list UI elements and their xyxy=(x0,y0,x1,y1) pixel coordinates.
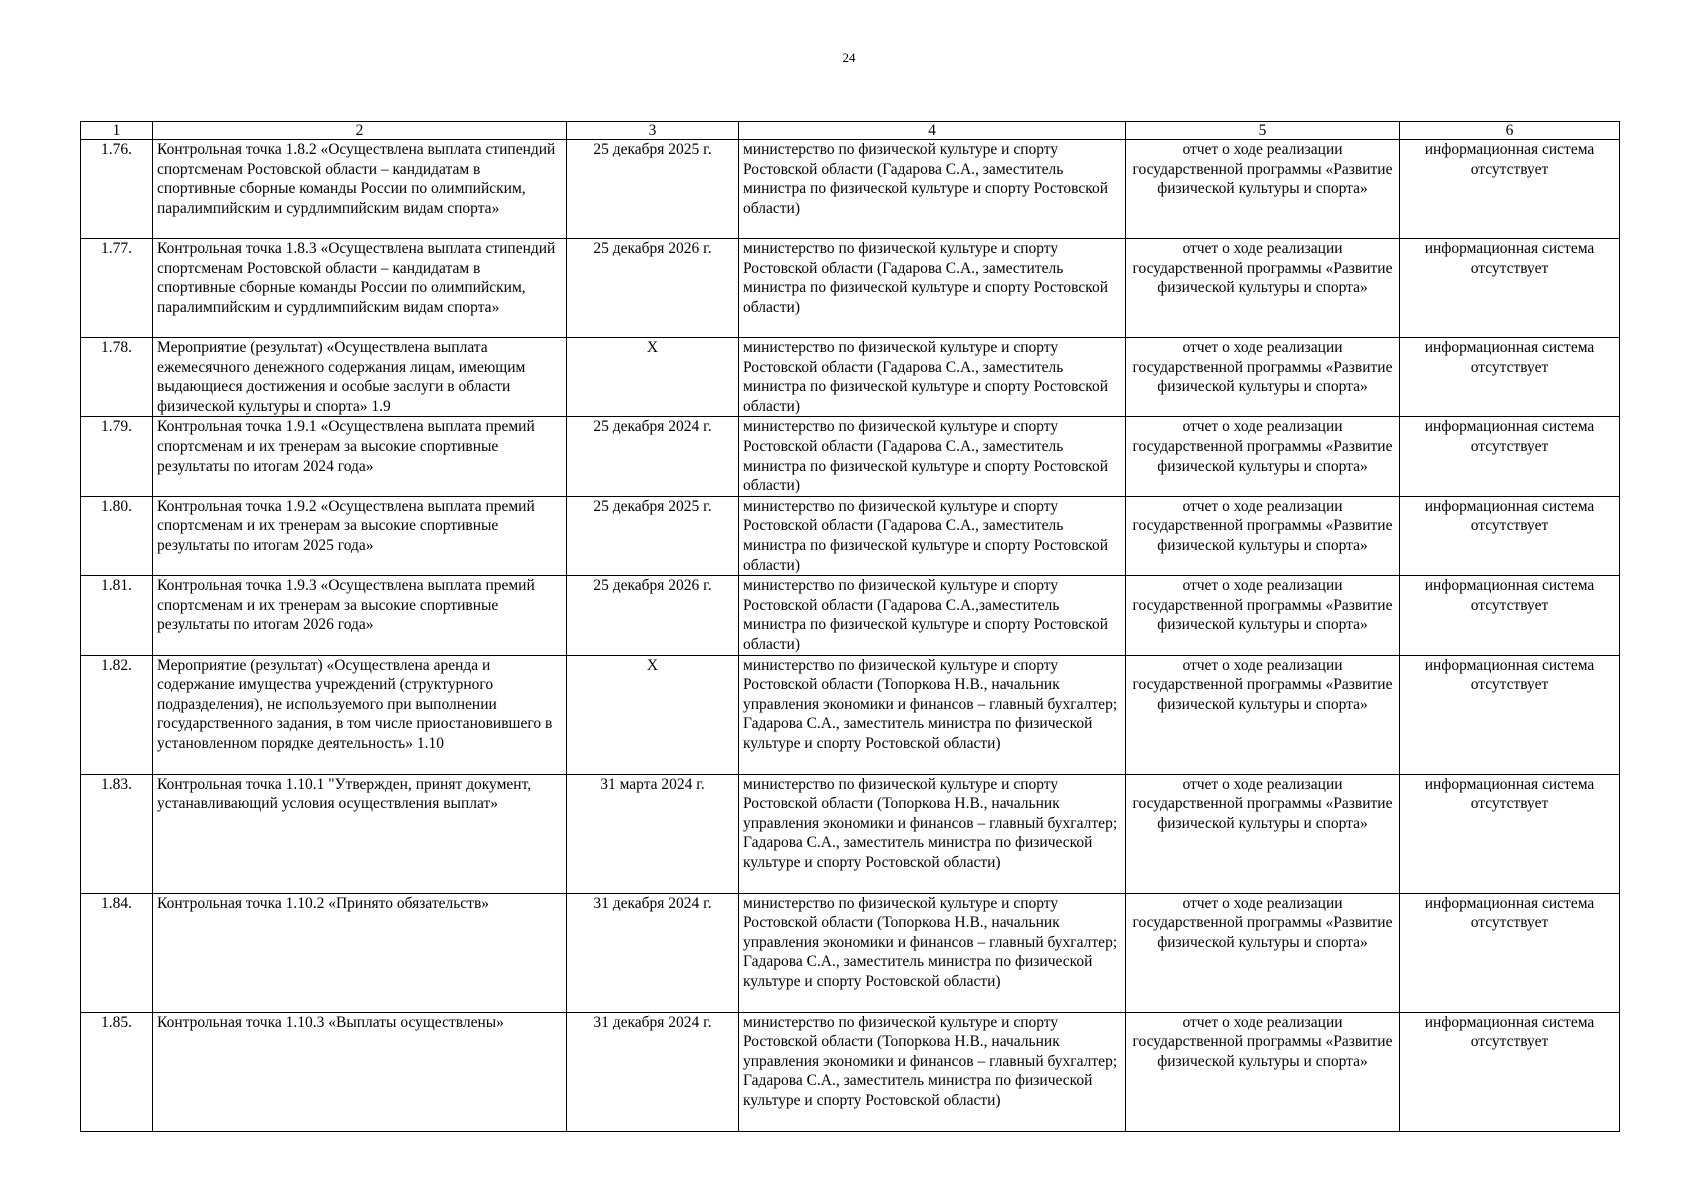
row-responsible: министерство по физической культуре и спорту Ростовской области (Гадарова С.А., заместитель министра по физической культуре и спорту Ростовской области) xyxy=(739,338,1126,417)
row-name: Мероприятие (результат) «Осуществлена аренда и содержание имущества учреждений (структурного подразделения), не используемого при выполнении государственного задания, в том числе приостановившего в установленном порядке деятельность» 1.10 xyxy=(153,655,567,774)
row-name: Контрольная точка 1.8.2 «Осуществлена выплата стипендий спортсменам Ростовской области – кандидатам в спортивные сборные команды России по олимпийским, паралимпийским и сурдлимпийским видам спорта» xyxy=(153,140,567,239)
row-responsible: министерство по физической культуре и спорту Ростовской области (Топоркова Н.В., начальник управления экономики и финансов – главный бухгалтер; Гадарова С.А., заместитель министра по физической культуре и спорту Ростовской области) xyxy=(739,893,1126,1012)
row-number: 1.83. xyxy=(81,774,153,893)
row-system: информационная система отсутствует xyxy=(1400,774,1620,893)
table-row xyxy=(81,417,1620,496)
table-row xyxy=(81,774,1620,893)
row-responsible: министерство по физической культуре и спорту Ростовской области (Гадарова С.А., заместитель министра по физической культуре и спорту Ростовской области) xyxy=(739,239,1126,338)
page-number: 24 xyxy=(842,50,856,65)
row-date: 25 декабря 2025 г. xyxy=(567,496,739,575)
row-name: Контрольная точка 1.9.2 «Осуществлена выплата премий спортсменам и их тренерам за высокие спортивные результаты по итогам 2025 года» xyxy=(153,496,567,575)
row-date: 31 декабря 2024 г. xyxy=(567,893,739,1012)
row-report: отчет о ходе реализации государственной программы «Развитие физической культуры и спорта» xyxy=(1126,655,1400,774)
row-name: Контрольная точка 1.8.3 «Осуществлена выплата стипендий спортсменам Ростовской области – кандидатам в спортивные сборные команды России по олимпийским, паралимпийским и сурдлимпийским видам спорта» xyxy=(153,239,567,338)
row-responsible: министерство по физической культуре и спорту Ростовской области (Гадарова С.А., заместитель министра по физической культуре и спорту Ростовской области) xyxy=(739,496,1126,575)
row-number: 1.78. xyxy=(81,338,153,417)
row-number: 1.84. xyxy=(81,893,153,1012)
header-row xyxy=(81,122,1620,140)
table-row xyxy=(81,1012,1620,1131)
row-system: информационная система отсутствует xyxy=(1400,576,1620,655)
row-system: информационная система отсутствует xyxy=(1400,893,1620,1012)
row-report: отчет о ходе реализации государственной программы «Развитие физической культуры и спорта» xyxy=(1126,496,1400,575)
row-date: Х xyxy=(567,338,739,417)
row-name: Контрольная точка 1.10.1 "Утвержден, принят документ, устанавливающий условия осуществления выплат» xyxy=(153,774,567,893)
row-system: информационная система отсутствует xyxy=(1400,338,1620,417)
row-name: Мероприятие (результат) «Осуществлена выплата ежемесячного денежного содержания лицам, имеющим выдающиеся достижения и особые заслуги в области физической культуры и спорта» 1.9 xyxy=(153,338,567,417)
table-row xyxy=(81,893,1620,1012)
row-system: информационная система отсутствует xyxy=(1400,140,1620,239)
row-name: Контрольная точка 1.10.3 «Выплаты осуществлены» xyxy=(153,1012,567,1131)
header-col-5: 5 xyxy=(1126,122,1400,140)
row-report: отчет о ходе реализации государственной программы «Развитие физической культуры и спорта» xyxy=(1126,774,1400,893)
row-system: информационная система отсутствует xyxy=(1400,417,1620,496)
row-date: 31 марта 2024 г. xyxy=(567,774,739,893)
table-body xyxy=(81,140,1620,1132)
table-header xyxy=(81,122,1620,140)
row-number: 1.81. xyxy=(81,576,153,655)
row-date: 31 декабря 2024 г. xyxy=(567,1012,739,1131)
row-system: информационная система отсутствует xyxy=(1400,496,1620,575)
row-number: 1.82. xyxy=(81,655,153,774)
row-responsible: министерство по физической культуре и спорту Ростовской области (Топоркова Н.В., начальник управления экономики и финансов – главный бухгалтер; Гадарова С.А., заместитель министра по физической культуре и спорту Ростовской области) xyxy=(739,1012,1126,1131)
row-name: Контрольная точка 1.9.1 «Осуществлена выплата премий спортсменам и их тренерам за высокие спортивные результаты по итогам 2024 года» xyxy=(153,417,567,496)
row-responsible: министерство по физической культуре и спорту Ростовской области (Гадарова С.А.,заместитель министра по физической культуре и спорту Ростовской области) xyxy=(739,576,1126,655)
header-col-2: 2 xyxy=(153,122,567,140)
row-report: отчет о ходе реализации государственной программы «Развитие физической культуры и спорта» xyxy=(1126,1012,1400,1131)
table-row xyxy=(81,576,1620,655)
table-row xyxy=(81,496,1620,575)
row-report: отчет о ходе реализации государственной программы «Развитие физической культуры и спорта» xyxy=(1126,893,1400,1012)
row-date: 25 декабря 2024 г. xyxy=(567,417,739,496)
header-col-1: 1 xyxy=(81,122,153,140)
row-report: отчет о ходе реализации государственной программы «Развитие физической культуры и спорта» xyxy=(1126,239,1400,338)
row-responsible: министерство по физической культуре и спорту Ростовской области (Топоркова Н.В., начальник управления экономики и финансов – главный бухгалтер; Гадарова С.А., заместитель министра по физической культуре и спорту Ростовской области) xyxy=(739,655,1126,774)
row-date: 25 декабря 2026 г. xyxy=(567,576,739,655)
row-responsible: министерство по физической культуре и спорту Ростовской области (Гадарова С.А., заместитель министра по физической культуре и спорту Ростовской области) xyxy=(739,140,1126,239)
table-row xyxy=(81,140,1620,239)
row-system: информационная система отсутствует xyxy=(1400,1012,1620,1131)
row-report: отчет о ходе реализации государственной программы «Развитие физической культуры и спорта» xyxy=(1126,140,1400,239)
row-responsible: министерство по физической культуре и спорту Ростовской области (Гадарова С.А., заместитель министра по физической культуре и спорту Ростовской области) xyxy=(739,417,1126,496)
row-date: 25 декабря 2025 г. xyxy=(567,140,739,239)
header-col-6: 6 xyxy=(1400,122,1620,140)
table-row xyxy=(81,338,1620,417)
row-number: 1.79. xyxy=(81,417,153,496)
row-report: отчет о ходе реализации государственной программы «Развитие физической культуры и спорта» xyxy=(1126,417,1400,496)
control-points-table xyxy=(80,121,1620,1132)
row-number: 1.85. xyxy=(81,1012,153,1131)
row-report: отчет о ходе реализации государственной программы «Развитие физической культуры и спорта» xyxy=(1126,576,1400,655)
row-date: Х xyxy=(567,655,739,774)
row-number: 1.80. xyxy=(81,496,153,575)
row-number: 1.77. xyxy=(81,239,153,338)
header-col-4: 4 xyxy=(739,122,1126,140)
row-system: информационная система отсутствует xyxy=(1400,655,1620,774)
table-row xyxy=(81,239,1620,338)
row-report: отчет о ходе реализации государственной программы «Развитие физической культуры и спорта» xyxy=(1126,338,1400,417)
row-responsible: министерство по физической культуре и спорту Ростовской области (Топоркова Н.В., начальник управления экономики и финансов – главный бухгалтер; Гадарова С.А., заместитель министра по физической культуре и спорту Ростовской области) xyxy=(739,774,1126,893)
row-number: 1.76. xyxy=(81,140,153,239)
row-name: Контрольная точка 1.9.3 «Осуществлена выплата премий спортсменам и их тренерам за высокие спортивные результаты по итогам 2026 года» xyxy=(153,576,567,655)
table-row xyxy=(81,655,1620,774)
row-name: Контрольная точка 1.10.2 «Принято обязательств» xyxy=(153,893,567,1012)
row-system: информационная система отсутствует xyxy=(1400,239,1620,338)
row-date: 25 декабря 2026 г. xyxy=(567,239,739,338)
header-col-3: 3 xyxy=(567,122,739,140)
